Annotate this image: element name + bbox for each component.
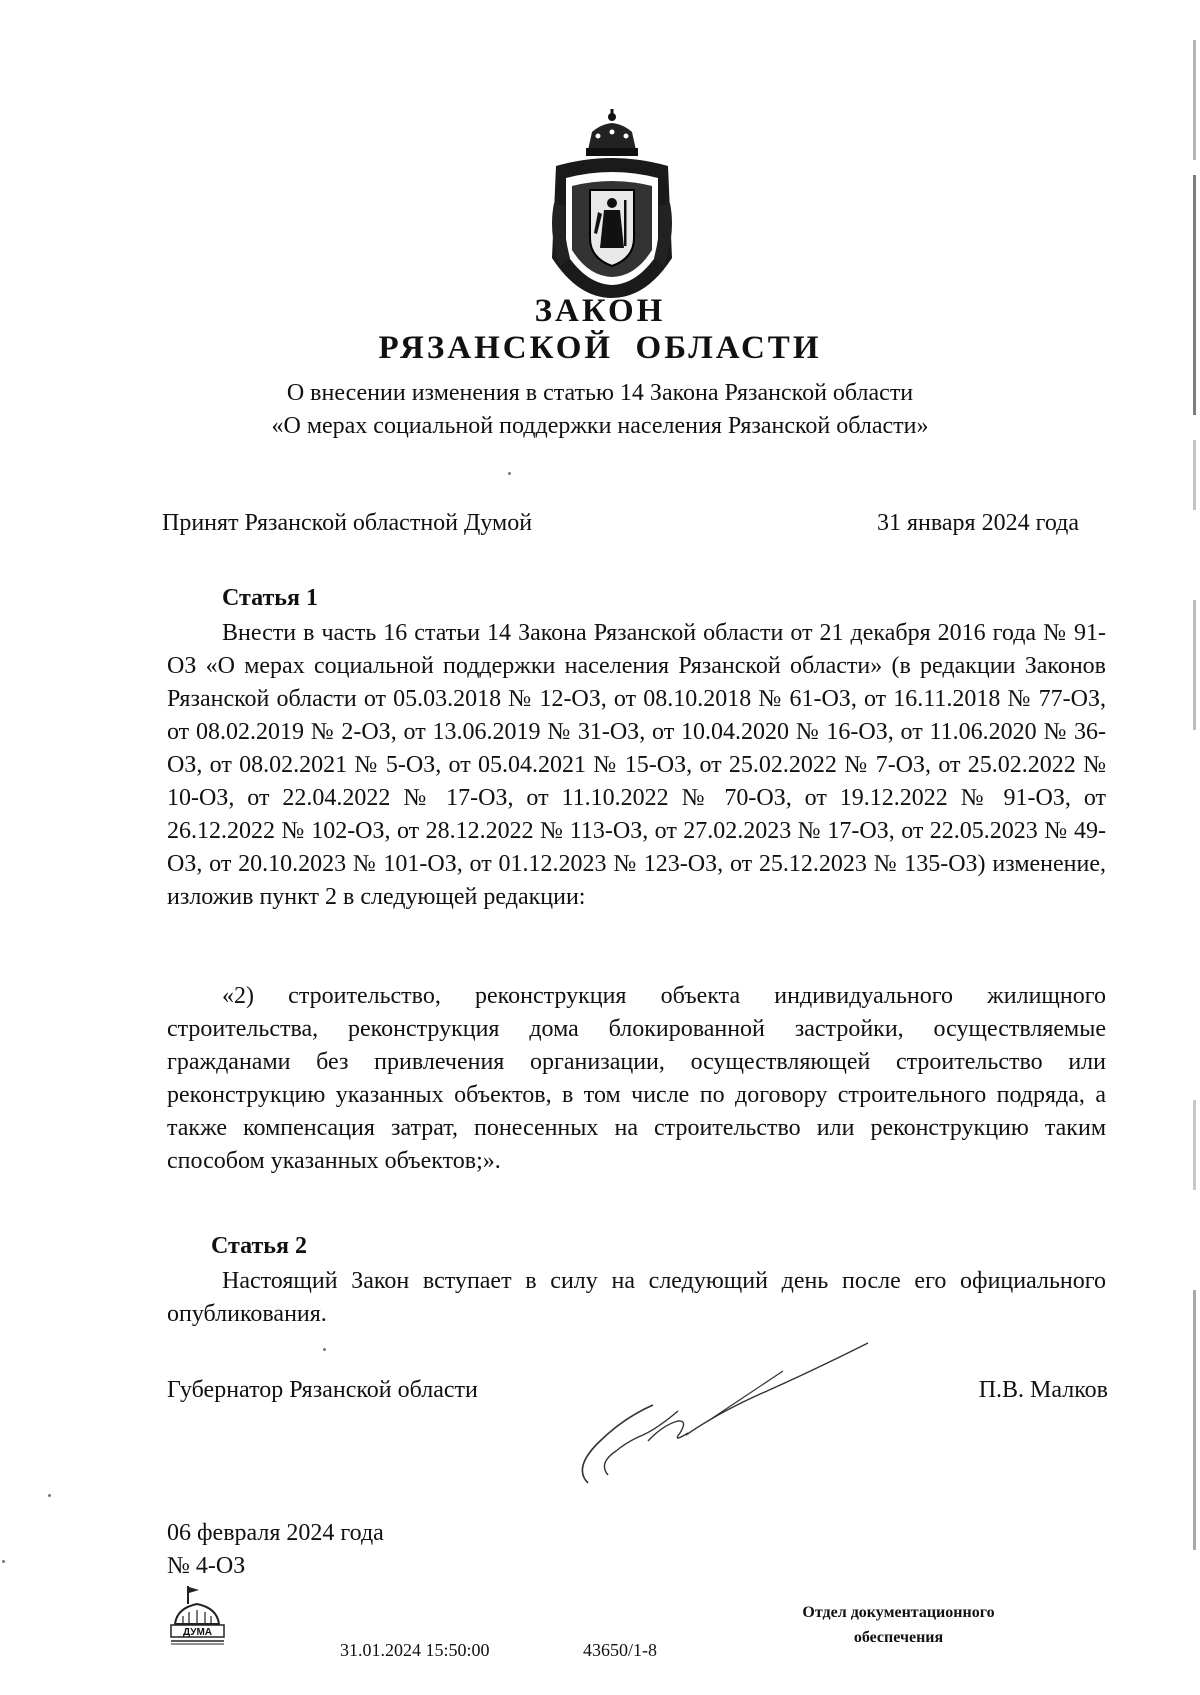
scan-speck xyxy=(323,1348,326,1351)
adopted-by: Принят Рязанской областной Думой xyxy=(162,510,533,536)
registration-number: 43650/1-8 xyxy=(583,1640,657,1660)
article-1-paragraph-2: «2) строительство, реконструкция объекта индивидуального жилищного строительства, реконструкция дома блокированной застройки, осуществляемые гражданами без привлечения организации, осуществляющей строительство или реконструкцию указанных объектов, в том числе по договору строительного подряда, а также компенсация затрат, понесенных на строительство или реконструкцию таким способом указанных объектов;». xyxy=(167,983,1106,1174)
scan-speck xyxy=(508,472,511,475)
article-2-paragraph: Настоящий Закон вступает в силу на следующий день после его официального опубликования. xyxy=(167,1268,1106,1327)
scan-edge xyxy=(1186,0,1200,1695)
subtitle-line-2: «О мерах социальной поддержки населения Рязанской области» xyxy=(271,413,929,439)
scan-speck xyxy=(48,1494,51,1497)
law-number: № 4-ОЗ xyxy=(167,1553,246,1579)
article-1-heading: Статья 1 xyxy=(222,585,318,611)
department-stamp xyxy=(757,1600,1040,1650)
registration-datetime: 31.01.2024 15:50:00 xyxy=(340,1640,490,1660)
stamp-line-1: Отдел документационного xyxy=(802,1604,995,1621)
article-1-paragraph-1: Внести в часть 16 статьи 14 Закона Рязанской области от 21 декабря 2016 года № 91-ОЗ «О мерах социальной поддержки населения Рязанской области» (в редакции Законов Рязанской области от 05.03.2018 № 12-ОЗ, от 08.10.2018 № 61-ОЗ, от 16.11.2018 № 77-ОЗ, от 08.02.2019 № 2-ОЗ, от 13.06.2019 № 31-ОЗ, от 10.04.2020 № 16-ОЗ, от 11.06.2020 № 36-ОЗ, от 08.02.2021 № 5-ОЗ, от 05.04.2021 № 15-ОЗ, от 25.02.2022 № 7-ОЗ, от 25.02.2022 № 10-ОЗ, от 22.04.2022 № 17-ОЗ, от 11.10.2022 № 70-ОЗ, от 19.12.2022 № 91-ОЗ, от 26.12.2022 № 102-ОЗ, от 28.12.2022 № 113-ОЗ, от 27.02.2023 № 17-ОЗ, от 22.05.2023 № 49-ОЗ, от 20.10.2023 № 101-ОЗ, от 01.12.2023 № 123-ОЗ, от 25.12.2023 № 135-ОЗ) изменение, изложив пункт 2 в следующей редакции: xyxy=(167,620,1106,910)
document-title: ЗАКОН xyxy=(534,293,666,329)
signatory-name: П.В. Малков xyxy=(978,1377,1108,1403)
duma-logo-text: ДУМА xyxy=(182,1627,213,1638)
scan-speck xyxy=(2,1560,5,1563)
document-title-region: РЯЗАНСКОЙ ОБЛАСТИ xyxy=(378,330,822,366)
signing-date: 06 февраля 2024 года xyxy=(167,1520,384,1546)
article-2-heading: Статья 2 xyxy=(211,1233,307,1259)
coat-of-arms-emblem xyxy=(546,108,678,300)
signatory-position: Губернатор Рязанской области xyxy=(167,1377,478,1403)
adoption-date: 31 января 2024 года xyxy=(876,510,1079,536)
handwritten-signature xyxy=(568,1333,893,1498)
duma-logo-icon xyxy=(169,1584,226,1646)
subtitle-line-1: О внесении изменения в статью 14 Закона Рязанской области xyxy=(286,380,914,406)
stamp-line-2: обеспечения xyxy=(853,1629,944,1646)
law-subject xyxy=(0,377,1200,443)
crown-icon xyxy=(586,109,638,156)
